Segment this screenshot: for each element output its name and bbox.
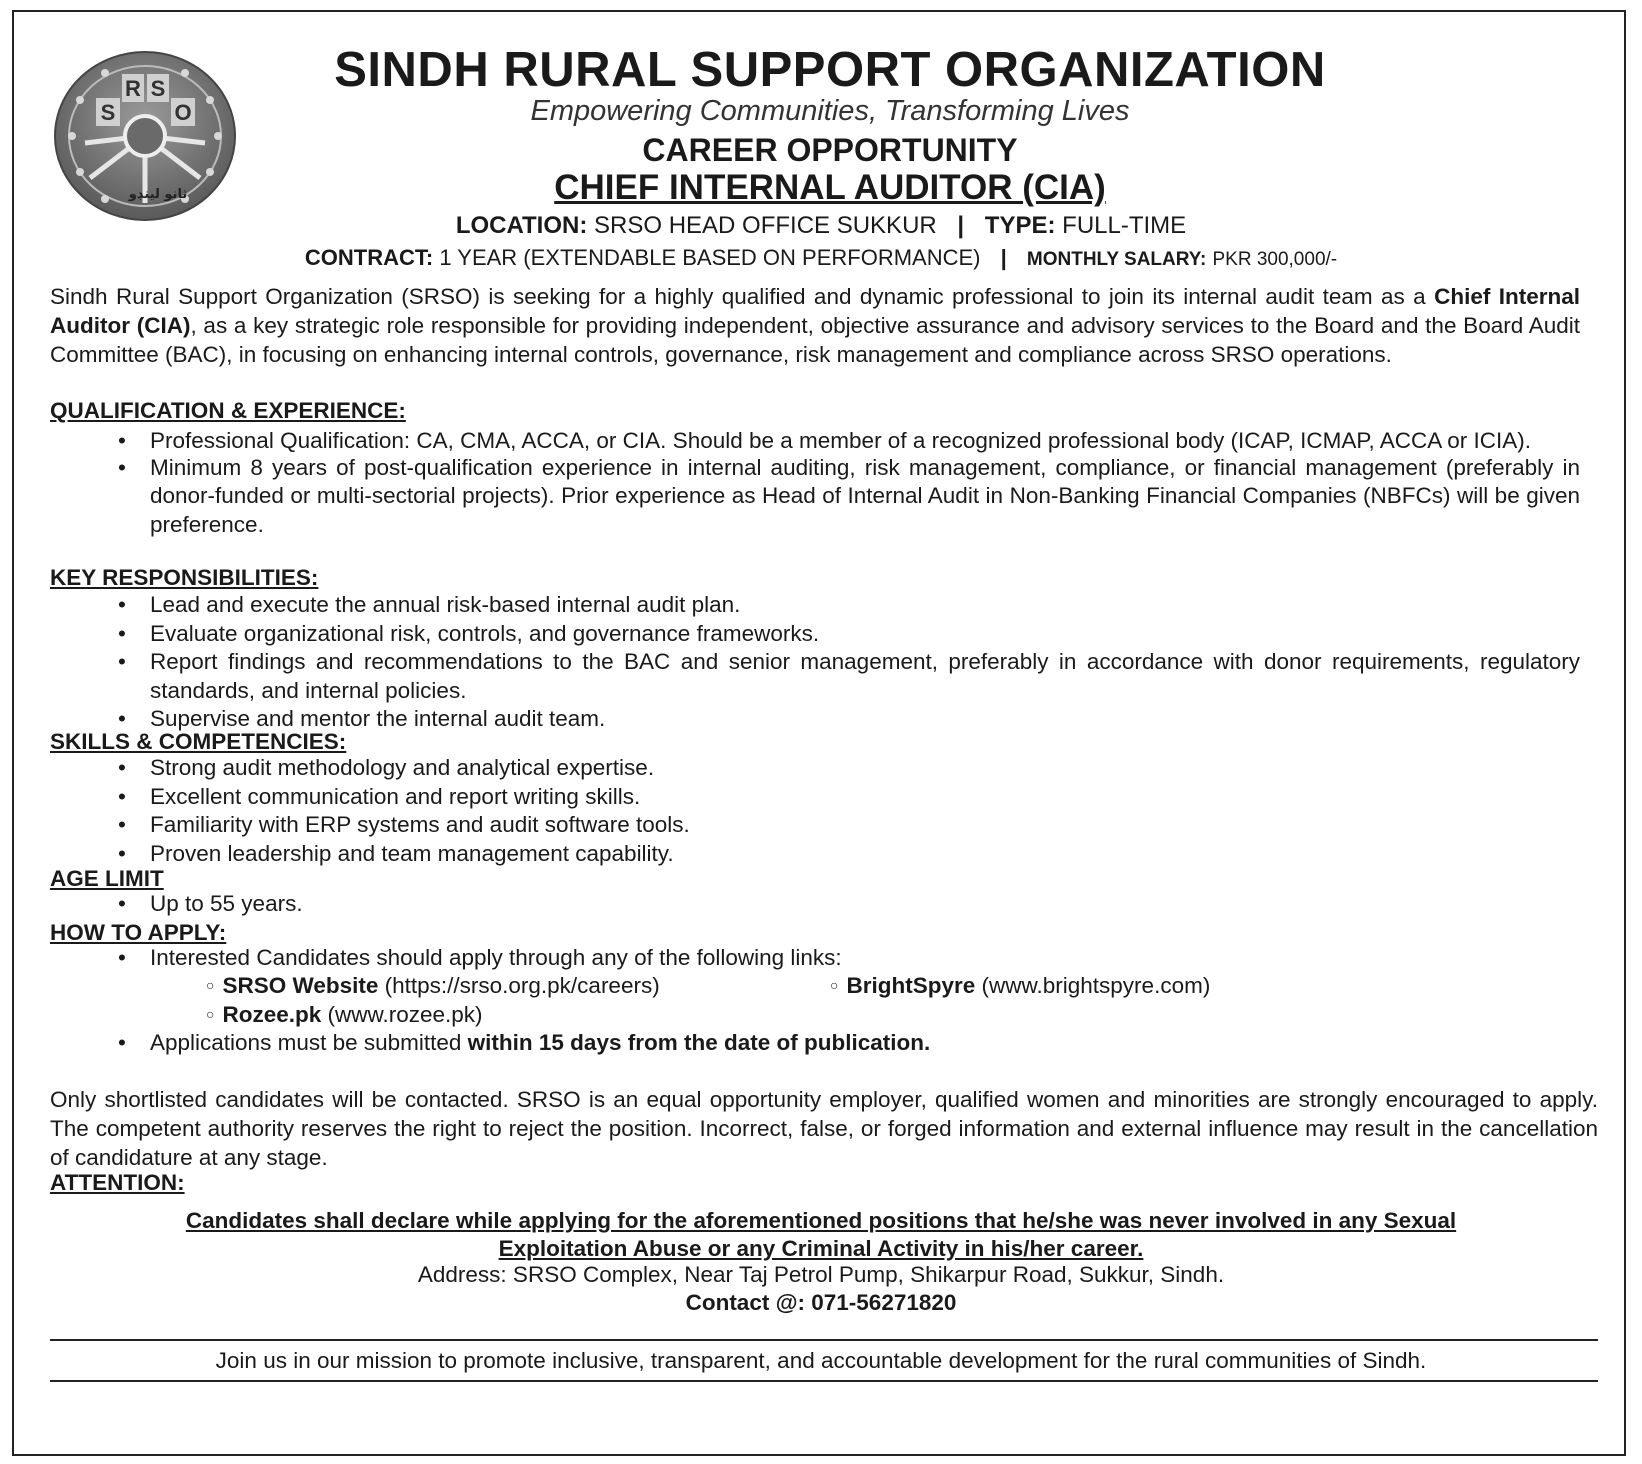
- deadline-bold: within 15 days from the date of publication.: [467, 1030, 931, 1055]
- age-list: [118, 890, 1580, 919]
- type-label: TYPE:: [984, 212, 1056, 239]
- separator: |: [957, 212, 965, 239]
- apply-link-srso[interactable]: [206, 973, 660, 999]
- contract-value: 1 YEAR (EXTENDABLE BASED ON PERFORMANCE): [439, 245, 981, 270]
- apply-heading: HOW TO APPLY:: [50, 920, 227, 945]
- salary-value: PKR 300,000/-: [1212, 249, 1338, 270]
- link-name: BrightSpyre: [846, 973, 976, 998]
- divider: [50, 1380, 1598, 1382]
- link-url: (www.rozee.pk): [327, 1002, 483, 1027]
- separator: |: [1000, 245, 1007, 270]
- list-item: • Evaluate organizational risk, controls, and governance frameworks.: [118, 620, 1580, 649]
- type-value: FULL-TIME: [1062, 212, 1187, 239]
- logo-letter-o: O: [174, 100, 192, 125]
- contact-phone: Contact @: 071-56271820: [685, 1290, 957, 1315]
- attention-declaration: [40, 1207, 1602, 1263]
- divider: [50, 1339, 1598, 1341]
- responsibilities-heading: KEY RESPONSIBILITIES:: [50, 565, 319, 590]
- intro-bold-role: Chief Internal Auditor (CIA): [50, 284, 1580, 338]
- location-value: SRSO HEAD OFFICE SUKKUR: [594, 212, 937, 239]
- apply-link-rozee[interactable]: [206, 1002, 483, 1028]
- attention-heading: ATTENTION:: [50, 1170, 185, 1195]
- list-item: • Supervise and mentor the internal audit team.: [118, 705, 1580, 734]
- intro-paragraph: [50, 282, 1580, 369]
- qualification-list: [118, 427, 1580, 539]
- career-heading: CAREER OPPORTUNITY: [642, 132, 1018, 168]
- location-label: LOCATION:: [455, 212, 588, 239]
- skills-list: [118, 754, 1580, 868]
- list-item: • Professional Qualification: CA, CMA, ACCA, or CIA. Should be a member of a recognized professional body (ICAP, ICMAP, ACCA or ICIA).: [118, 427, 1580, 456]
- link-url: (https://srso.org.pk/careers): [384, 973, 660, 998]
- salary-label: MONTHLY SALARY:: [1026, 249, 1207, 270]
- contract-label: CONTRACT:: [304, 245, 434, 270]
- list-item: • Proven leadership and team management capability.: [118, 840, 1580, 869]
- org-tagline: Empowering Communities, Transforming Lives: [530, 95, 1130, 127]
- list-item: • Excellent communication and report writing skills.: [118, 783, 1580, 812]
- logo-letter-s2: S: [150, 76, 166, 101]
- skills-heading: SKILLS & COMPETENCIES:: [50, 729, 347, 754]
- post-title: CHIEF INTERNAL AUDITOR (CIA): [554, 168, 1106, 207]
- contract-salary-line: [0, 245, 1642, 271]
- attention-line: Candidates shall declare while applying for the aforementioned positions that he/she was never involved in any Sexual: [185, 1208, 1457, 1233]
- srso-logo: [50, 48, 240, 224]
- list-item: • Minimum 8 years of post-qualification experience in internal auditing, risk management, compliance, or financial management (preferably in donor-funded or multi-sectorial projects). Prior experience as Head of Internal Audit in Non-Banking Financial Companies (NBFCs) will be given preference.: [118, 454, 1580, 540]
- footer-mission: Join us in our mission to promote inclusive, transparent, and accountable development for the rural communities of Sindh.: [215, 1348, 1427, 1373]
- responsibilities-list: [118, 591, 1580, 734]
- logo-letter-s1: S: [100, 100, 116, 125]
- list-item: • Report findings and recommendations to the BAC and senior management, preferably in accordance with donor requirements, regulatory standards, and internal policies.: [118, 648, 1580, 705]
- apply-deadline-list: [118, 1029, 1580, 1058]
- closing-paragraph: Only shortlisted candidates will be contacted. SRSO is an equal opportunity employer, qualified women and minorities are strongly encouraged to apply. The competent authority reserves the right to reject the position. Incorrect, false, or forged information and external influence may result in the cancellation of candidature at any stage.: [50, 1087, 1598, 1170]
- intro-text: Sindh Rural Support Organization (SRSO) is seeking for a highly qualified and dynamic professional to join its internal audit team as a: [50, 284, 1435, 309]
- list-item: • Strong audit methodology and analytical expertise.: [118, 754, 1580, 783]
- link-url: (www.brightspyre.com): [981, 973, 1211, 998]
- location-type-line: [0, 212, 1642, 240]
- list-item: • Up to 55 years.: [118, 890, 1580, 919]
- apply-link-brightspyre[interactable]: [830, 973, 1210, 999]
- logo-script-text: ثانو لينڊو: [128, 187, 188, 202]
- list-item: • Lead and execute the annual risk-based internal audit plan.: [118, 591, 1580, 620]
- link-name: Rozee.pk: [222, 1002, 322, 1027]
- apply-intro-list: [118, 944, 1580, 973]
- deadline-text: Applications must be submitted: [150, 1030, 468, 1055]
- age-limit-heading: AGE LIMIT: [50, 866, 164, 891]
- qualification-heading: QUALIFICATION & EXPERIENCE:: [50, 398, 406, 423]
- address: Address: SRSO Complex, Near Taj Petrol Pump, Shikarpur Road, Sukkur, Sindh.: [417, 1262, 1225, 1287]
- logo-letter-r: R: [125, 76, 141, 101]
- link-name: SRSO Website: [222, 973, 379, 998]
- attention-line: Exploitation Abuse or any Criminal Activity in his/her career.: [498, 1236, 1144, 1261]
- list-item: • Familiarity with ERP systems and audit software tools.: [118, 811, 1580, 840]
- list-item: • Interested Candidates should apply through any of the following links:: [118, 944, 1580, 973]
- intro-text: , as a key strategic role responsible for providing independent, objective assurance and advisory services to the Board and the Board Audit Committee (BAC), in focusing on enhancing internal controls, governance, risk management and compliance across SRSO operations.: [50, 313, 1580, 367]
- org-name: SINDH RURAL SUPPORT ORGANIZATION: [334, 43, 1326, 97]
- list-item: [118, 1029, 1580, 1058]
